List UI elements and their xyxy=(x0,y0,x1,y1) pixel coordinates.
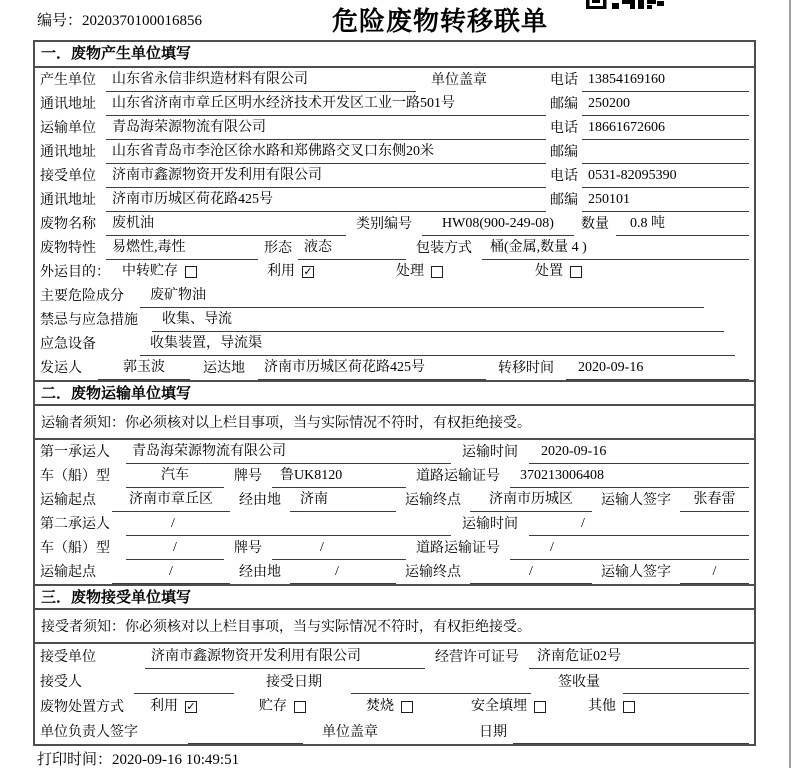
field-value xyxy=(188,724,303,744)
form-row xyxy=(35,188,754,212)
field-value: 易燃性,毒性 xyxy=(106,239,258,260)
spacer xyxy=(152,743,188,744)
field-value: / xyxy=(510,539,749,560)
stamp-label: 单位盖章 xyxy=(431,73,487,88)
spacer xyxy=(96,693,134,694)
spacer xyxy=(385,743,473,744)
spacer xyxy=(132,718,150,719)
form-row xyxy=(35,140,754,164)
form-row xyxy=(35,356,754,380)
form-row xyxy=(35,536,754,560)
field-label: 运输终点 xyxy=(405,493,461,508)
checkbox-item xyxy=(366,697,413,719)
field-value: / xyxy=(126,539,224,560)
form-row xyxy=(35,116,754,140)
field-value xyxy=(134,674,234,694)
checkbox-item xyxy=(588,697,635,719)
spacer xyxy=(197,283,267,284)
checkbox-unchecked xyxy=(431,266,443,278)
section-header: 三．废物接受单位填写 xyxy=(35,584,754,610)
field-label: 牌号 xyxy=(234,469,262,484)
checkbox-checked: ✓ xyxy=(186,700,196,713)
field-label: 通讯地址 xyxy=(40,97,96,112)
checkbox-label: 利用 xyxy=(150,699,178,714)
checkbox-label: 安全填埋 xyxy=(471,699,527,714)
field-value: 收集装置，导流渠 xyxy=(140,335,735,356)
field-value: 济南 xyxy=(290,491,396,512)
field-value xyxy=(582,144,749,164)
spacer xyxy=(531,693,551,694)
section-notice: 接受者须知：你必须核对以上栏目事项，当与实际情况不符时，有权拒绝接受。 xyxy=(35,610,754,644)
field-label: 邮编 xyxy=(550,145,578,160)
form-row xyxy=(35,332,754,356)
checkbox-item xyxy=(150,697,197,719)
spacer xyxy=(724,331,749,332)
serial-label: 编号： xyxy=(37,13,83,29)
field-value: / xyxy=(126,515,451,536)
spacer xyxy=(607,693,623,694)
form-row xyxy=(35,284,754,308)
field-value: 青岛海荣源物流有限公司 xyxy=(126,443,451,464)
checkbox-label: 利用 xyxy=(267,264,295,279)
field-label: 经由地 xyxy=(239,565,281,580)
field-value: / xyxy=(680,563,749,584)
spacer xyxy=(416,91,424,92)
checkbox-item xyxy=(471,697,546,719)
checkbox-item xyxy=(122,262,197,284)
field-value xyxy=(351,674,531,694)
field-value: / xyxy=(290,563,396,584)
field-value: 0.8 吨 xyxy=(616,215,749,236)
field-label: 运输人签字 xyxy=(601,493,671,508)
checkbox-label: 中转贮存 xyxy=(122,264,178,279)
field-value: 济南市鑫源物资开发利用有限公司 xyxy=(106,167,546,188)
checkbox-label: 焚烧 xyxy=(366,699,394,714)
field-label: 签收量 xyxy=(558,675,600,690)
spacer xyxy=(329,693,351,694)
field-label: 电话 xyxy=(550,169,578,184)
field-label: 道路运输证号 xyxy=(416,541,500,556)
spacer xyxy=(443,283,535,284)
checkbox-label: 其他 xyxy=(588,699,616,714)
form-row xyxy=(35,440,754,464)
field-label: 邮编 xyxy=(550,97,578,112)
stamp-label: 单位盖章 xyxy=(322,725,378,740)
checkbox-unchecked xyxy=(623,701,635,713)
field-label: 应急设备 xyxy=(40,337,96,352)
form-row xyxy=(35,512,754,536)
checkbox-label: 处理 xyxy=(396,264,424,279)
spacer xyxy=(303,743,315,744)
field-value: 郭玉波 xyxy=(98,359,190,380)
field-label: 运输单位 xyxy=(40,121,96,136)
field-value: 济南市历城区荷花路425号 xyxy=(258,359,486,380)
field-label: 道路运输证号 xyxy=(416,469,500,484)
field-value: 0531-82095390 xyxy=(582,167,749,188)
field-value: 废机油 xyxy=(106,215,346,236)
field-label: 车（船）型 xyxy=(40,469,110,484)
field-value: 13854169160 xyxy=(582,71,749,92)
field-value: / xyxy=(529,515,749,536)
spacer xyxy=(110,668,145,669)
field-value: 山东省青岛市李沧区徐水路和郑佛路交叉口东侧20米 xyxy=(106,143,546,164)
spacer xyxy=(494,91,546,92)
spacer xyxy=(314,283,396,284)
form-row xyxy=(35,164,754,188)
field-label: 通讯地址 xyxy=(40,193,96,208)
section-header: 二．废物运输单位填写 xyxy=(35,380,754,406)
field-label: 接受人 xyxy=(40,675,82,690)
page-title: 危险废物转移联单 xyxy=(331,6,548,36)
field-label: 单位负责人签字 xyxy=(40,725,138,740)
field-label: 经营许可证号 xyxy=(435,650,519,665)
field-value: 2020-09-16 xyxy=(529,443,749,464)
field-label: 运输人签字 xyxy=(601,565,671,580)
field-value: / xyxy=(470,563,592,584)
checkbox-label: 贮存 xyxy=(259,699,287,714)
print-time-label: 打印时间： xyxy=(37,752,113,768)
checkbox-item xyxy=(535,262,582,284)
field-label: 通讯地址 xyxy=(40,145,96,160)
checkbox-unchecked xyxy=(401,701,413,713)
field-label: 运输起点 xyxy=(40,565,96,580)
checkbox-checked: ✓ xyxy=(303,265,313,278)
field-value: / xyxy=(272,539,406,560)
checkbox-unchecked xyxy=(294,701,306,713)
field-value: 济南市鑫源物资开发利用有限公司 xyxy=(145,648,425,669)
print-time-value: 2020-09-16 10:49:51 xyxy=(112,752,240,768)
field-label: 形态 xyxy=(264,241,292,256)
field-value: 济南市历城区 xyxy=(470,491,592,512)
checkbox-item xyxy=(259,697,306,719)
field-label: 电话 xyxy=(550,121,578,136)
field-value: 山东省济南市章丘区明水经济技术开发区工业一路501号 xyxy=(106,95,546,116)
spacer xyxy=(704,307,749,308)
field-value: / xyxy=(112,563,230,584)
field-value: 18661672606 xyxy=(582,119,749,140)
checkbox-label: 处置 xyxy=(535,264,563,279)
field-label: 废物特性 xyxy=(40,241,96,256)
field-value: 济南市章丘区 xyxy=(112,491,230,512)
serial-number xyxy=(37,9,202,30)
form-row xyxy=(35,464,754,488)
spacer xyxy=(735,355,749,356)
form-row xyxy=(35,560,754,584)
field-label: 日期 xyxy=(479,725,507,740)
field-label: 第二承运人 xyxy=(40,517,110,532)
form-row xyxy=(35,92,754,116)
field-label: 接受日期 xyxy=(266,675,322,690)
checkbox-unchecked xyxy=(185,266,197,278)
spacer xyxy=(234,693,259,694)
field-label: 产生单位 xyxy=(40,73,96,88)
field-label: 废物处置方式 xyxy=(40,700,124,715)
field-value: 济南市历城区荷花路425号 xyxy=(106,191,546,212)
field-label: 包装方式 xyxy=(416,241,472,256)
field-label: 废物名称 xyxy=(40,217,96,232)
checkbox-unchecked xyxy=(534,701,546,713)
form-row xyxy=(35,308,754,332)
spacer xyxy=(306,718,366,719)
field-value: 250101 xyxy=(582,191,749,212)
field-label: 车（船）型 xyxy=(40,541,110,556)
field-label: 接受单位 xyxy=(40,169,96,184)
print-time xyxy=(37,748,239,769)
field-value: 青岛海荣源物流有限公司 xyxy=(106,119,546,140)
field-label: 接受单位 xyxy=(40,650,96,665)
form-row xyxy=(35,694,754,719)
checkbox-unchecked xyxy=(570,266,582,278)
checkbox-item xyxy=(396,262,443,284)
field-label: 邮编 xyxy=(550,193,578,208)
field-label: 主要危险成分 xyxy=(40,289,124,304)
field-value: 收集、导流 xyxy=(152,311,724,332)
field-label: 经由地 xyxy=(239,493,281,508)
field-value: 2020-09-16 xyxy=(566,359,749,380)
spacer xyxy=(197,718,259,719)
field-label: 运输时间 xyxy=(462,517,518,532)
field-label: 禁忌与应急措施 xyxy=(40,313,138,328)
spacer xyxy=(413,718,471,719)
serial-value: 2020370100016856 xyxy=(82,13,203,29)
field-label: 发运人 xyxy=(40,361,82,376)
field-label: 转移时间 xyxy=(498,361,554,376)
form-table xyxy=(33,40,756,746)
form-row xyxy=(35,644,754,669)
page-edge-line xyxy=(789,0,791,768)
field-label: 数量 xyxy=(581,217,609,232)
field-label: 运输起点 xyxy=(40,493,96,508)
form-row xyxy=(35,669,754,694)
form-row xyxy=(35,719,754,744)
field-value: 370213006408 xyxy=(510,467,749,488)
form-row xyxy=(35,488,754,512)
section-header: 一．废物产生单位填写 xyxy=(35,42,754,68)
form-row xyxy=(35,260,754,284)
form-row xyxy=(35,212,754,236)
field-label: 第一承运人 xyxy=(40,445,110,460)
field-value: 张春雷 xyxy=(680,491,749,512)
form-row xyxy=(35,68,754,92)
checkbox-item xyxy=(267,262,314,284)
field-value: 桶(金属,数量 4 ) xyxy=(482,239,749,260)
field-label: 电话 xyxy=(550,73,578,88)
field-label: 牌号 xyxy=(234,541,262,556)
field-value: HW08(900-249-08) xyxy=(422,215,574,236)
spacer xyxy=(546,718,588,719)
field-label: 运达地 xyxy=(203,361,245,376)
field-label: 外运目的： xyxy=(40,265,110,280)
field-value: 废矿物油 xyxy=(140,287,704,308)
field-value xyxy=(513,724,749,744)
section-notice: 运输者须知：你必须核对以上栏目事项，当与实际情况不符时，有权拒绝接受。 xyxy=(35,406,754,440)
field-value: 液态 xyxy=(298,239,406,260)
field-value: 250200 xyxy=(582,95,749,116)
field-label: 运输终点 xyxy=(405,565,461,580)
field-value xyxy=(623,674,749,694)
form-row xyxy=(35,236,754,260)
field-value: 鲁UK8120 xyxy=(272,467,406,488)
qr-code-fragment xyxy=(586,0,664,10)
field-value: 济南危证02号 xyxy=(529,648,749,669)
field-label: 运输时间 xyxy=(462,445,518,460)
field-value: 山东省永信非织造材料有限公司 xyxy=(106,71,416,92)
field-value: 汽车 xyxy=(126,467,224,488)
field-label: 类别编号 xyxy=(356,217,412,232)
